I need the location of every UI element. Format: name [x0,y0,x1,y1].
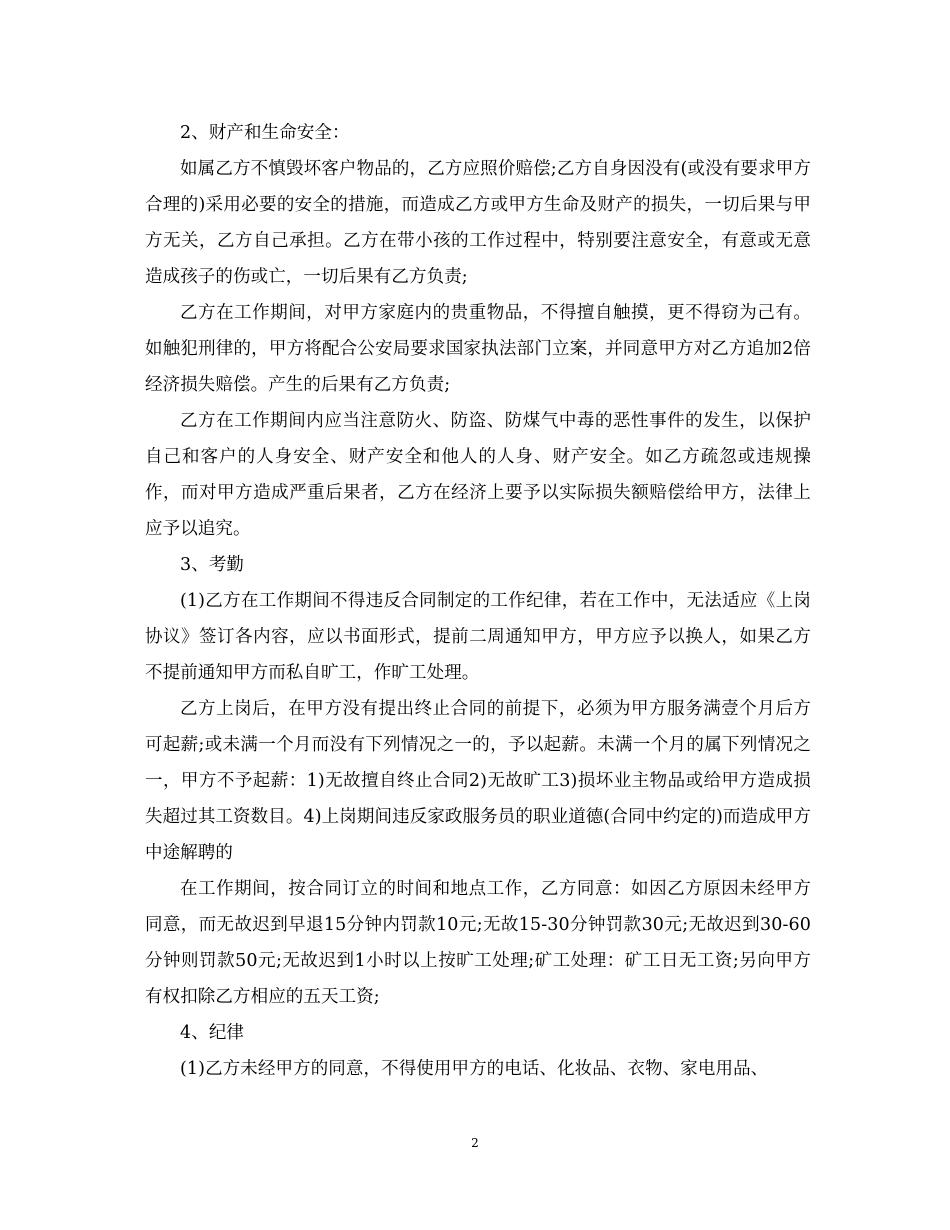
page-number: 2 [471,1136,479,1150]
paragraph-lateness-penalties: 在工作期间，按合同订立的时间和地点工作，乙方同意：如因乙方原因未经甲方同意，而无故迟到早退15分钟内罚款10元;无故15-30分钟罚款30元;无故迟到30-60分钟则罚款50元;无故迟到1小时以上按旷工处理;矿工处理：矿工日无工资;另向甲方有权扣除乙方相应的五天工资; [145,879,811,1007]
paragraph-salary-start: 乙方上岗后，在甲方没有提出终止合同的前提下，必须为甲方服务满壹个月后方可起薪;或未满一个月而没有下列情况之一的，予以起薪。未满一个月的属下列情况之一，甲方不予起薪：1)无故擅自终止合同2)无故旷工3)损坏业主物品或给甲方造成损失超过其工资数目。4)上岗期间违反家政服务员的职业道德(合同中约定的)而造成甲方中途解聘的 [145,699,811,863]
paragraph-work-discipline: (1)乙方在工作期间不得违反合同制定的工作纪律，若在工作中，无法适应《上岗协议》签订各内容，应以书面形式，提前二周通知甲方，甲方应予以换人，如果乙方不提前通知甲方而私自旷工，作旷工处理。 [145,591,811,683]
paragraph-damage-compensation: 如属乙方不慎毁坏客户物品的，乙方应照价赔偿;乙方自身因没有(或没有要求甲方合理的)采用必要的安全的措施，而造成乙方或甲方生命及财产的损失，一切后果与甲方无关，乙方自己承担。乙方在带小孩的工作过程中，特别要注意安全，有意或无意造成孩子的伤或亡，一切后果有乙方负责; [145,159,811,287]
paragraph-valuables: 乙方在工作期间，对甲方家庭内的贵重物品，不得擅自触摸，更不得窃为己有。如触犯刑律的，甲方将配合公安局要求国家执法部门立案，并同意甲方对乙方追加2倍经济损失赔偿。产生的后果有乙方负责; [145,303,811,395]
document-body [145,115,811,1087]
paragraph-fire-safety: 乙方在工作期间内应当注意防火、防盗、防煤气中毒的恶性事件的发生，以保护自己和客户的人身安全、财产安全和他人的人身、财产安全。如乙方疏忽或违规操作，而对甲方造成严重后果者，乙方在经济上要予以实际损失额赔偿给甲方，法律上应予以追究。 [145,411,811,539]
section-heading-attendance: 3、考勤 [180,555,245,575]
section-heading-discipline: 4、纪律 [180,1023,245,1043]
paragraph-usage-restrictions: (1)乙方未经甲方的同意，不得使用甲方的电话、化妆品、衣物、家电用品、 [180,1059,769,1079]
section-heading-property-safety: 2、财产和生命安全： [180,123,350,143]
